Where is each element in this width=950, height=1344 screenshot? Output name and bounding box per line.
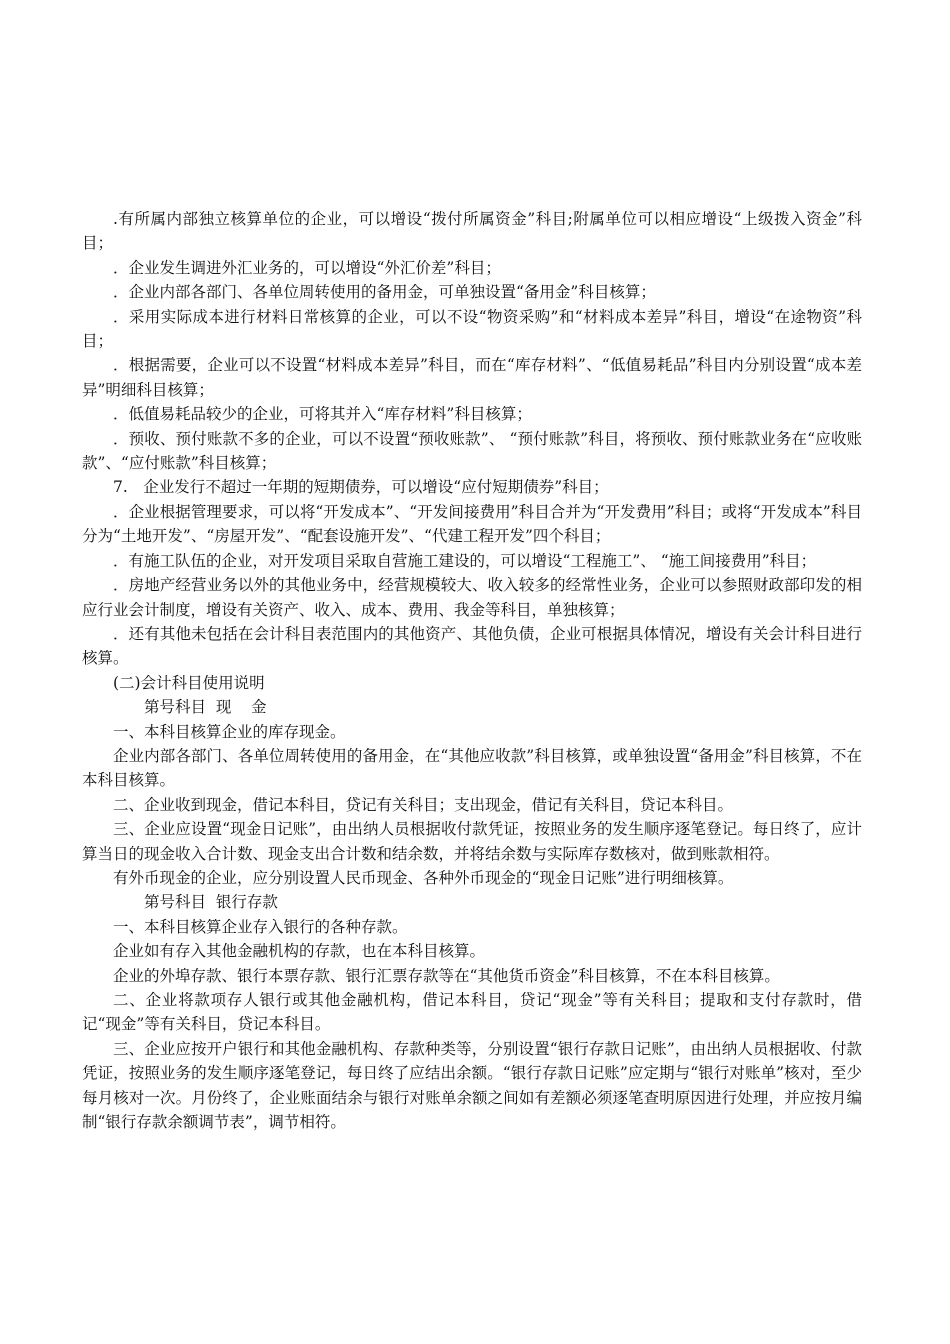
paragraph-internal-units: .有所属内部独立核算单位的企业，可以增设“拨付所属资金”科目;附属单位可以相应增设“上级拨入资金”科目； <box>82 210 862 253</box>
paragraph-bank-scope: 一、本科目核算企业存入银行的各种存款。 <box>113 917 408 936</box>
paragraph-bank-other-funds: 企业的外埠存款、银行本票存款、银行汇票存款等在“其他货币资金”科目核算，不在本科目核算。 <box>113 966 780 985</box>
paragraph-bank-journal: 三、企业应按开户银行和其他金融机构、存款种类等，分别设置“银行存款日记账”，由出纳人员根据收、付款凭证，按照业务的发生顺序逐笔登记，每日终了应结出余额。“银行存款日记账”应定期与“银行对账单”核对，至少每月核对一次。月份终了，企业账面结余与银行对账单余额之间如有差额必须逐笔查明原因进行处理，并应按月编制“银行存款余额调节表”，调节相符。 <box>82 1039 862 1132</box>
account-heading-cash: 第号科目 现 金 <box>144 698 267 717</box>
paragraph-bank-other-institutions: 企业如有存入其他金融机构的存款，也在本科目核算。 <box>113 942 486 961</box>
paragraph-cash-scope: 一、本科目核算企业的库存现金。 <box>113 722 346 741</box>
paragraph-construction: ．有施工队伍的企业，对开发项目采取自营施工建设的，可以增设“工程施工”、 “施工间接费用”科目； <box>113 551 817 570</box>
paragraph-cash-journal: 三、企业应设置“现金日记账”，由出纳人员根据收付款凭证，按照业务的发生顺序逐笔登记。每日终了，应计算当日的现金收入合计数、现金支出合计数和结余数，并将结余数与实际库存数核对，做到账款相符。 <box>82 820 862 863</box>
paragraph-petty-cash: ．企业内部各部门、各单位周转使用的备用金，可单独设置“备用金”科目核算； <box>113 283 656 302</box>
paragraph-foreign-exchange: ．企业发生调进外汇业务的，可以增设“外汇价差”科目； <box>113 258 501 277</box>
paragraph-cash-petty: 企业内部各部门、各单位周转使用的备用金，在“其他应收款”科目核算，或单独设置“备用金”科目核算，不在本科目核算。 <box>82 746 862 790</box>
paragraph-other-assets: ．还有其他未包括在会计科目表范围内的其他资产、其他负债，企业可根据具体情况，增设有关会计科目进行核算。 <box>82 624 862 668</box>
paragraph-cash-foreign: 有外币现金的企业，应分别设置人民币现金、各种外币现金的“现金日记账”进行明细核算。 <box>113 868 734 887</box>
account-heading-bank: 第号科目 银行存款 <box>144 893 278 912</box>
paragraph-cost-variance: ．根据需要，企业可以不设置“材料成本差异”科目，而在“库存材料”、“低值易耗品”科目内分别设置“成本差异”明细科目核算； <box>82 356 862 399</box>
document-body <box>82 207 862 1134</box>
paragraph-advances: ．预收、预付账款不多的企业，可以不设置“预收账款”、 “预付账款”科目，将预收、预付账款业务在“应收账款”、“应付账款”科目核算； <box>82 429 862 473</box>
paragraph-bank-entries: 二、企业将款项存人银行或其他金融机构，借记本科目，贷记“现金”等有关科目；提取和支付存款时，借记“现金”等有关科目，贷记本科目。 <box>82 991 862 1034</box>
paragraph-cash-entries: 二、企业收到现金，借记本科目，贷记有关科目；支出现金，借记有关科目，贷记本科目。 <box>113 795 734 814</box>
paragraph-short-term-bonds: 7. 企业发行不超过一年期的短期债券，可以增设“应付短期债券”科目； <box>113 478 609 497</box>
paragraph-actual-cost: ．采用实际成本进行材料日常核算的企业，可以不设“物资采购”和“材料成本差异”科目，增设“在途物资”科目； <box>82 307 862 351</box>
section-heading-usage: (二)会计科目使用说明 <box>113 673 265 692</box>
paragraph-other-business: ．房地产经营业务以外的其他业务中，经营规模较大、收入较多的经常性业务，企业可以参照财政部印发的相应行业会计制度，增设有关资产、收入、成本、费用、我金等科目，单独核算； <box>82 576 862 619</box>
paragraph-low-value-items: ．低值易耗品较少的企业，可将其并入“库存材料”科目核算； <box>113 405 532 424</box>
paragraph-development-costs: ．企业根据管理要求，可以将“开发成本”、“开发间接费用”科目合并为“开发费用”科目；或将“开发成本”科目分为“土地开发”、“房屋开发”、“配套设施开发”、“代建工程开发”四个科目； <box>82 502 862 546</box>
